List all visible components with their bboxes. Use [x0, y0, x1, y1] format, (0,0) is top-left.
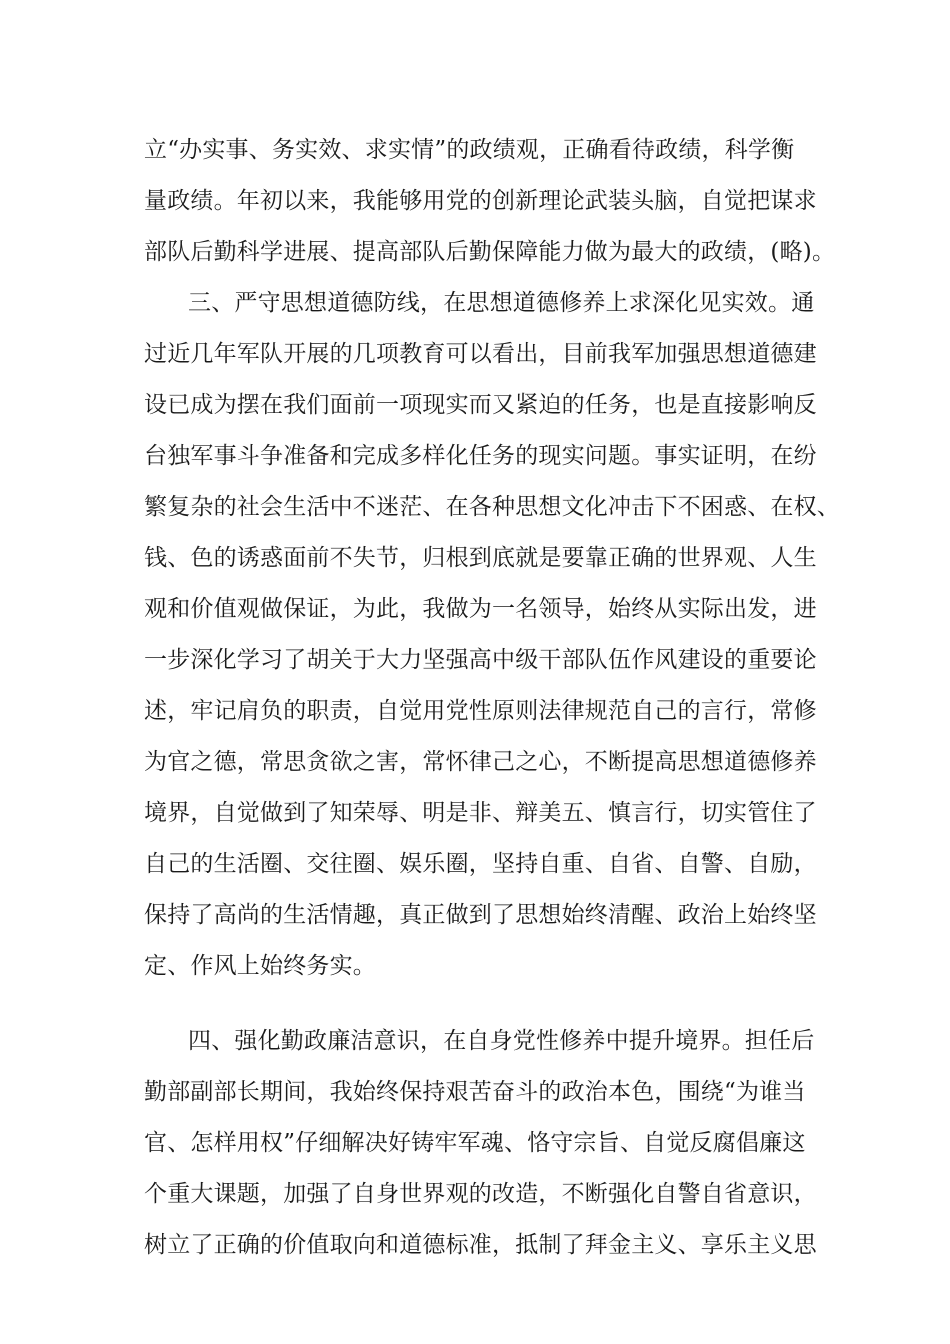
text-line: 钱、色的诱惑面前不失节，归根到底就是要靠正确的世界观、人生	[144, 545, 817, 571]
text-line: 部队后勤科学进展、提高部队后勤保障能力做为最大的政绩，(略)。	[144, 239, 836, 265]
text-line: 述，牢记肩负的职责，自觉用党性原则法律规范自己的言行，常修	[144, 698, 817, 724]
text-line: 官、怎样用权”仔细解决好铸牢军魂、恪守宗旨、自觉反腐倡廉这	[144, 1130, 806, 1156]
text-line: 树立了正确的价值取向和道德标准，抵制了拜金主义、享乐主义思	[144, 1232, 817, 1258]
text-line: 一步深化学习了胡关于大力坚强高中级干部队伍作风建设的重要论	[144, 647, 817, 673]
text-line: 勤部副部长期间，我始终保持艰苦奋斗的政治本色，围绕“为谁当	[144, 1079, 806, 1105]
paragraph-start-line: 四、强化勤政廉洁意识，在自身党性修养中提升境界。担任后	[188, 1028, 815, 1054]
text-line: 境界，自觉做到了知荣辱、明是非、辩美五、慎言行，切实管住了	[144, 800, 817, 826]
text-line: 设已成为摆在我们面前一项现实而又紧迫的任务，也是直接影响反	[144, 392, 817, 418]
text-line: 台独军事斗争准备和完成多样化任务的现实问题。事实证明，在纷	[144, 443, 817, 469]
paragraph-start-line: 三、严守思想道德防线，在思想道德修养上求深化见实效。通	[188, 290, 815, 316]
text-line: 个重大课题，加强了自身世界观的改造，不断强化自警自省意识，	[144, 1181, 817, 1207]
text-line: 繁复杂的社会生活中不迷茫、在各种思想文化冲击下不困惑、在权、	[144, 494, 840, 520]
text-line: 定、作风上始终务实。	[144, 953, 376, 979]
text-line: 立“办实事、务实效、求实情”的政绩观，正确看待政绩，科学衡	[144, 137, 795, 163]
text-line: 观和价值观做保证，为此，我做为一名领导，始终从实际出发，进	[144, 596, 817, 622]
text-line: 量政绩。年初以来，我能够用党的创新理论武装头脑，自觉把谋求	[144, 188, 817, 214]
text-line: 为官之德，常思贪欲之害，常怀律己之心，不断提高思想道德修养	[144, 749, 817, 775]
text-line: 过近几年军队开展的几项教育可以看出，目前我军加强思想道德建	[144, 341, 817, 367]
text-line: 自己的生活圈、交往圈、娱乐圈，坚持自重、自省、自警、自励，	[144, 851, 817, 877]
text-line: 保持了高尚的生活情趣，真正做到了思想始终清醒、政治上始终坚	[144, 902, 817, 928]
